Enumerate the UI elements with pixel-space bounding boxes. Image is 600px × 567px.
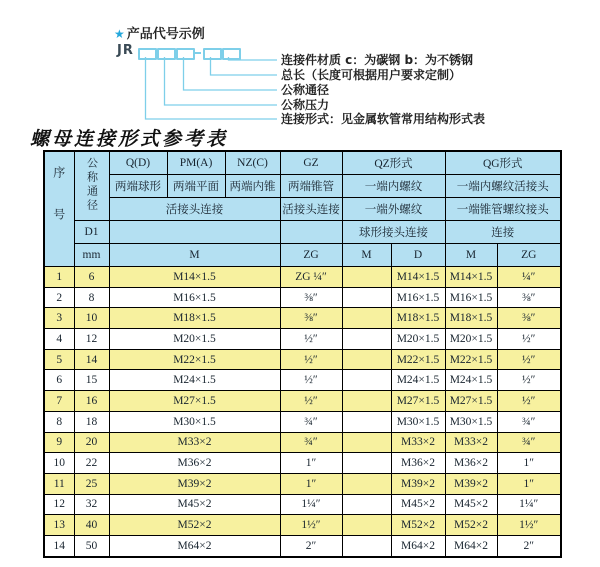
header-row-5 bbox=[44, 244, 561, 267]
cell-qg-m: M52×2 bbox=[445, 515, 497, 536]
cell-seq: 11 bbox=[44, 473, 74, 494]
table-row bbox=[44, 494, 561, 515]
cell-seq: 10 bbox=[44, 453, 74, 474]
cell-qg-zg: 2″ bbox=[497, 535, 561, 557]
col-header-nz: NZ(C) bbox=[225, 151, 280, 175]
cell-qg-zg: ⅜″ bbox=[497, 308, 561, 329]
cell-qg-zg: 1″ bbox=[497, 453, 561, 474]
col-sub-qg-2: 一端锥管螺纹接头 bbox=[445, 198, 561, 221]
gz-thread-header: ZG bbox=[280, 244, 342, 267]
cell-qz-m bbox=[342, 432, 391, 453]
cell-qz-d: M33×2 bbox=[391, 432, 445, 453]
cell-gz: ¾″ bbox=[280, 411, 342, 432]
cell-qg-zg: ¾″ bbox=[497, 411, 561, 432]
cell-gz: 1″ bbox=[280, 453, 342, 474]
table-row bbox=[44, 515, 561, 536]
header-row-2 bbox=[44, 175, 561, 198]
cell-seq: 3 bbox=[44, 308, 74, 329]
cell-qz-m bbox=[342, 494, 391, 515]
cell-qz-m bbox=[342, 308, 391, 329]
cell-dn: 12 bbox=[74, 329, 109, 350]
cell-qg-zg: ¼″ bbox=[497, 267, 561, 288]
table-row bbox=[44, 432, 561, 453]
cell-qz-m bbox=[342, 515, 391, 536]
gz-connection-type: 活接头连接 bbox=[280, 198, 342, 221]
col-header-seq: 序号 bbox=[44, 151, 74, 267]
cell-seq: 9 bbox=[44, 432, 74, 453]
cell-dn: 25 bbox=[74, 473, 109, 494]
cell-qz-d: M20×1.5 bbox=[391, 329, 445, 350]
cell-dn: 8 bbox=[74, 287, 109, 308]
cell-m: M16×1.5 bbox=[109, 287, 280, 308]
col-header-pm: PM(A) bbox=[167, 151, 225, 175]
header-row-3 bbox=[44, 198, 561, 221]
table-row bbox=[44, 329, 561, 350]
table-row bbox=[44, 411, 561, 432]
qg-zg-header: ZG bbox=[497, 244, 561, 267]
cell-m: M33×2 bbox=[109, 432, 280, 453]
table-row bbox=[44, 370, 561, 391]
col-sub-gz: 两端锥管 bbox=[280, 175, 342, 198]
cell-qg-zg: ½″ bbox=[497, 391, 561, 412]
cell-qg-m: M16×1.5 bbox=[445, 287, 497, 308]
cell-qg-zg: ½″ bbox=[497, 370, 561, 391]
table-row bbox=[44, 267, 561, 288]
cell-seq: 8 bbox=[44, 411, 74, 432]
qg-connection-type: 连接 bbox=[445, 221, 561, 244]
cell-qg-m: M22×1.5 bbox=[445, 349, 497, 370]
col-header-q: Q(D) bbox=[109, 151, 167, 175]
cell-qg-zg: ¾″ bbox=[497, 432, 561, 453]
cell-gz: ½″ bbox=[280, 391, 342, 412]
cell-dn: 20 bbox=[74, 432, 109, 453]
cell-qg-zg: 1¼″ bbox=[497, 494, 561, 515]
cell-dn: 32 bbox=[74, 494, 109, 515]
label-nominal-diameter: 公称通径 bbox=[281, 83, 330, 97]
table-row bbox=[44, 453, 561, 474]
cell-qg-zg: ½″ bbox=[497, 329, 561, 350]
cell-qg-m: M27×1.5 bbox=[445, 391, 497, 412]
qz-m-header: M bbox=[342, 244, 391, 267]
product-code-heading-text: 产品代号示例 bbox=[126, 27, 205, 42]
cell-gz: ½″ bbox=[280, 370, 342, 391]
col-sub-qz-2: 一端外螺纹 bbox=[342, 198, 445, 221]
cell-qg-zg: 1½″ bbox=[497, 515, 561, 536]
cell-seq: 13 bbox=[44, 515, 74, 536]
cell-qg-m: M30×1.5 bbox=[445, 411, 497, 432]
cell-seq: 5 bbox=[44, 349, 74, 370]
cell-qg-zg: 1″ bbox=[497, 473, 561, 494]
cell-gz: 1¼″ bbox=[280, 494, 342, 515]
cell-qz-d: M16×1.5 bbox=[391, 287, 445, 308]
cell-qz-m bbox=[342, 349, 391, 370]
cell-qz-m bbox=[342, 411, 391, 432]
cell-qg-m: M39×2 bbox=[445, 473, 497, 494]
cell-seq: 1 bbox=[44, 267, 74, 288]
cell-dn: 50 bbox=[74, 535, 109, 557]
cell-qz-m bbox=[342, 473, 391, 494]
cell-m: M45×2 bbox=[109, 494, 280, 515]
label-material: 连接件材质 c：为碳钢 b：为不锈钢 bbox=[281, 53, 474, 67]
cell-seq: 12 bbox=[44, 494, 74, 515]
cell-qz-m bbox=[342, 453, 391, 474]
qz-connection-type: 球形接头连接 bbox=[342, 221, 445, 244]
table-row bbox=[44, 287, 561, 308]
product-code-prefix: JR bbox=[117, 43, 134, 58]
qz-d-header: D bbox=[391, 244, 445, 267]
table-row bbox=[44, 473, 561, 494]
cell-dn: 10 bbox=[74, 308, 109, 329]
col-sub-qg-1: 一端内螺纹活接头 bbox=[445, 175, 561, 198]
col-sub-qz-1: 一端内螺纹 bbox=[342, 175, 445, 198]
cell-m: M20×1.5 bbox=[109, 329, 280, 350]
cell-gz: 2″ bbox=[280, 535, 342, 557]
cell-seq: 6 bbox=[44, 370, 74, 391]
left-thread-header: M bbox=[109, 244, 280, 267]
cell-m: M64×2 bbox=[109, 535, 280, 557]
table-title: 螺母连接形式参考表 bbox=[30, 128, 229, 150]
mm-header: mm bbox=[74, 244, 109, 267]
cell-qz-d: M14×1.5 bbox=[391, 267, 445, 288]
cell-gz: 1½″ bbox=[280, 515, 342, 536]
cell-m: M30×1.5 bbox=[109, 411, 280, 432]
header-row-4 bbox=[44, 221, 561, 244]
cell-qg-m: M24×1.5 bbox=[445, 370, 497, 391]
nut-connection-table bbox=[43, 150, 562, 558]
cell-dn: 15 bbox=[74, 370, 109, 391]
col-header-dn: 公称通径 bbox=[74, 151, 109, 221]
cell-qz-m bbox=[342, 287, 391, 308]
table-row bbox=[44, 349, 561, 370]
label-connection-form: 连接形式：见金属软管常用结构形式表 bbox=[281, 112, 486, 126]
cell-qg-zg: ⅜″ bbox=[497, 287, 561, 308]
cell-dn: 14 bbox=[74, 349, 109, 370]
left-connection-type: 活接头连接 bbox=[109, 198, 280, 221]
cell-qz-d: M36×2 bbox=[391, 453, 445, 474]
cell-qg-zg: ½″ bbox=[497, 349, 561, 370]
col-header-gz: GZ bbox=[280, 151, 342, 175]
star-icon: ★ bbox=[114, 27, 125, 41]
col-sub-pm: 两端平面 bbox=[167, 175, 225, 198]
cell-qz-m bbox=[342, 391, 391, 412]
gz-empty-cell bbox=[280, 221, 342, 244]
cell-m: M18×1.5 bbox=[109, 308, 280, 329]
label-total-length: 总长（长度可根据用户要求定制） bbox=[281, 68, 462, 82]
cell-m: M52×2 bbox=[109, 515, 280, 536]
cell-m: M36×2 bbox=[109, 453, 280, 474]
col-sub-nz: 两端内锥 bbox=[225, 175, 280, 198]
cell-qg-m: M64×2 bbox=[445, 535, 497, 557]
cell-qz-d: M27×1.5 bbox=[391, 391, 445, 412]
cell-m: M39×2 bbox=[109, 473, 280, 494]
cell-qz-m bbox=[342, 535, 391, 557]
cell-qz-d: M39×2 bbox=[391, 473, 445, 494]
cell-qz-d: M24×1.5 bbox=[391, 370, 445, 391]
cell-gz: ½″ bbox=[280, 349, 342, 370]
cell-dn: 22 bbox=[74, 453, 109, 474]
col-header-qg: QG形式 bbox=[445, 151, 561, 175]
cell-seq: 4 bbox=[44, 329, 74, 350]
cell-gz: ZG ¼″ bbox=[280, 267, 342, 288]
table-row bbox=[44, 535, 561, 557]
cell-qz-d: M18×1.5 bbox=[391, 308, 445, 329]
cell-seq: 2 bbox=[44, 287, 74, 308]
cell-qg-m: M20×1.5 bbox=[445, 329, 497, 350]
qg-m-header: M bbox=[445, 244, 497, 267]
cell-qg-m: M14×1.5 bbox=[445, 267, 497, 288]
table-row bbox=[44, 308, 561, 329]
cell-gz: ¾″ bbox=[280, 432, 342, 453]
cell-m: M14×1.5 bbox=[109, 267, 280, 288]
cell-seq: 7 bbox=[44, 391, 74, 412]
header-row-1 bbox=[44, 151, 561, 175]
cell-gz: ½″ bbox=[280, 329, 342, 350]
cell-gz: 1″ bbox=[280, 473, 342, 494]
cell-dn: 40 bbox=[74, 515, 109, 536]
cell-dn: 18 bbox=[74, 411, 109, 432]
table-row bbox=[44, 391, 561, 412]
cell-qg-m: M33×2 bbox=[445, 432, 497, 453]
cell-seq: 14 bbox=[44, 535, 74, 557]
cell-m: M24×1.5 bbox=[109, 370, 280, 391]
cell-qg-m: M36×2 bbox=[445, 453, 497, 474]
cell-gz: ⅜″ bbox=[280, 287, 342, 308]
cell-qz-m bbox=[342, 329, 391, 350]
cell-m: M22×1.5 bbox=[109, 349, 280, 370]
left-empty-cell bbox=[109, 221, 280, 244]
label-nominal-pressure: 公称压力 bbox=[281, 98, 330, 112]
d1-header: D1 bbox=[74, 221, 109, 244]
col-header-qz: QZ形式 bbox=[342, 151, 445, 175]
cell-qz-d: M22×1.5 bbox=[391, 349, 445, 370]
cell-dn: 16 bbox=[74, 391, 109, 412]
cell-gz: ⅜″ bbox=[280, 308, 342, 329]
cell-qz-d: M64×2 bbox=[391, 535, 445, 557]
col-sub-q: 两端球形 bbox=[109, 175, 167, 198]
cell-qg-m: M45×2 bbox=[445, 494, 497, 515]
cell-qg-m: M18×1.5 bbox=[445, 308, 497, 329]
cell-qz-d: M45×2 bbox=[391, 494, 445, 515]
cell-qz-m bbox=[342, 370, 391, 391]
cell-qz-d: M30×1.5 bbox=[391, 411, 445, 432]
cell-dn: 6 bbox=[74, 267, 109, 288]
cell-m: M27×1.5 bbox=[109, 391, 280, 412]
cell-qz-m bbox=[342, 267, 391, 288]
cell-qz-d: M52×2 bbox=[391, 515, 445, 536]
